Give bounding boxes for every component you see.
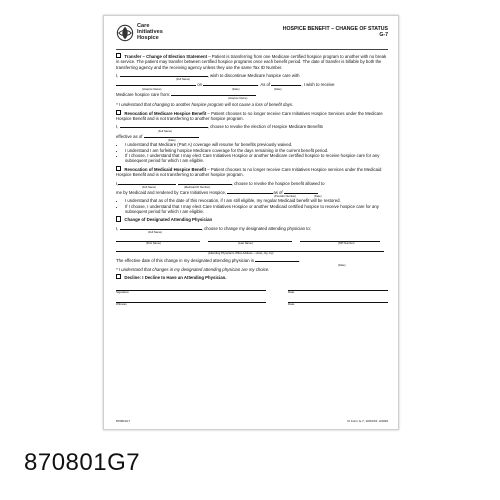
medicaid-revocation-section: Revocation of Medicaid Hospice Benefit – Patient chooses to no longer receive Care Initiatives Hospice services under the Medicaid Hospice Benefit and is not transferring to another hospice program. I, , choose to revoke the hospice benefit allowed to (Full Name) (Medicaid ID Number) me by Medicaid and rendered by Care Initiatives Hospice, as of (Provider Number) (Date) • I understand that as of the date of this revocation, if I am still eligible, my regular Medicaid benefit will be restored. • If I choose, I understand that I may elect Care Initiatives Hospice or another Medicaid certified hospice to receive hospice care for any subsequent period for which I am eligible.: [116, 166, 388, 215]
header-divider: [116, 49, 388, 50]
medicaid-id-field[interactable]: [178, 180, 232, 185]
physician-patient-name-field[interactable]: [120, 225, 202, 230]
transfer-checkbox[interactable]: [116, 53, 121, 58]
brand-name: Care Initiatives Hospice: [137, 23, 163, 41]
form-page: [103, 15, 399, 430]
medicaid-checkbox[interactable]: [116, 166, 121, 171]
medicare-date-field[interactable]: [144, 133, 199, 138]
form-footer: [116, 419, 388, 423]
medicare-name-field[interactable]: [120, 123, 208, 128]
medicaid-name-field[interactable]: [118, 180, 176, 185]
signature-row: Signature Date: [116, 286, 388, 294]
medicaid-provider-field[interactable]: [227, 189, 273, 194]
transfer-section: Transfer – Change of Election Statement – Patient is transferring from one Medicare certified hospice program to another with no break in service. The patient may transfer between certified hospice programs once each benefit period. The date of transfer is billable by both the transferring agency and the receiving agency unless they use the same Tax ID Number. I, , wish to discontinue Medicare hospice care with (Full Name) on . As of , I wish to receive (Hospice Name) (Date) (Date) Medicare hospice care from: (Hospice Name) * I understand that changing to another hospice program will not cause a loss of benefit days.: [116, 54, 387, 108]
physician-checkbox[interactable]: [116, 216, 121, 221]
decline-section: Decline: I Decline to Have an Attending Physician.: [116, 274, 388, 280]
footer-code: 870801G7: [116, 419, 131, 423]
medicare-revocation-section: Revocation of Medicare Hospice Benefit – Patient chooses to no longer receive Care Initiatives Hospice Services under the Medicare Hospice Benefit and is not transferring to another hospice program. I, , choose to revoke the election of Hospice Medicare Benefits (Full Name) effective as of (Date) • I understand that Medicare (Part A) coverage will resume for benefits previously waived. • I understand I am forfeiting hospice Medicare coverage for the days remaining in the current benefit period. • If I choose, I understand that I may elect Care Initiatives Hospice or another Medicare certified hospice to receive hospice care for any subsequent period for which I am eligible.: [116, 110, 388, 164]
list-item: • I understand I am forfeiting hospice Medicare coverage for the days remaining in the current benefit period.: [125, 148, 388, 153]
transfer-new-hospice-field[interactable]: [171, 91, 256, 96]
care-initiatives-logo-icon: [116, 24, 134, 42]
physician-change-section: Change of Designated Attending Physician I, , choose to change my designated attending physician to: (Full Name) (First Name) (Last Name) (NPI Number) (Attending Physician's Office Address – street, city, zip) The effective date of this change in my designated attending physician is . (Date) * I understand that changes in my designated attending physician are my choice.: [116, 216, 388, 271]
medicare-terms-list: [116, 142, 388, 163]
list-item: • If I choose, I understand that I may elect Care Initiatives Hospice or another Medicaid certified hospice to receive hospice care for any subsequent period for which I am eligible.: [125, 204, 388, 215]
footer-form-info: CI Form G-7; 10/02/15; 2/2025: [347, 419, 388, 423]
transfer-hospice-field[interactable]: [116, 81, 196, 86]
decline-checkbox[interactable]: [116, 274, 121, 279]
list-item: • I understand that Medicare (Part A) coverage will resume for benefits previously waived.: [125, 142, 388, 147]
physician-effective-date-field[interactable]: [255, 257, 299, 262]
transfer-date2-field[interactable]: [271, 81, 301, 86]
list-item: • I understand that as of the date of this revocation, if I am still eligible, my regular Medicaid benefit will be restored.: [125, 198, 388, 203]
form-title: HOSPICE BENEFIT – CHANGE OF STATUS G-7: [282, 26, 388, 39]
product-code: 870801G7: [24, 449, 141, 476]
brand-logo: [116, 24, 163, 42]
transfer-date1-field[interactable]: [203, 81, 258, 86]
form-header: [116, 24, 388, 48]
medicaid-date-field[interactable]: [284, 189, 318, 194]
list-item: • If I choose, I understand that I may elect Care Initiatives Hospice or another Medicare certified hospice to receive hospice care for any subsequent period for which I am eligible.: [125, 153, 388, 164]
medicaid-terms-list: [116, 198, 388, 214]
transfer-name-field[interactable]: [120, 72, 208, 77]
witness-row: Witness Date: [116, 298, 388, 306]
medicare-checkbox[interactable]: [116, 110, 121, 115]
